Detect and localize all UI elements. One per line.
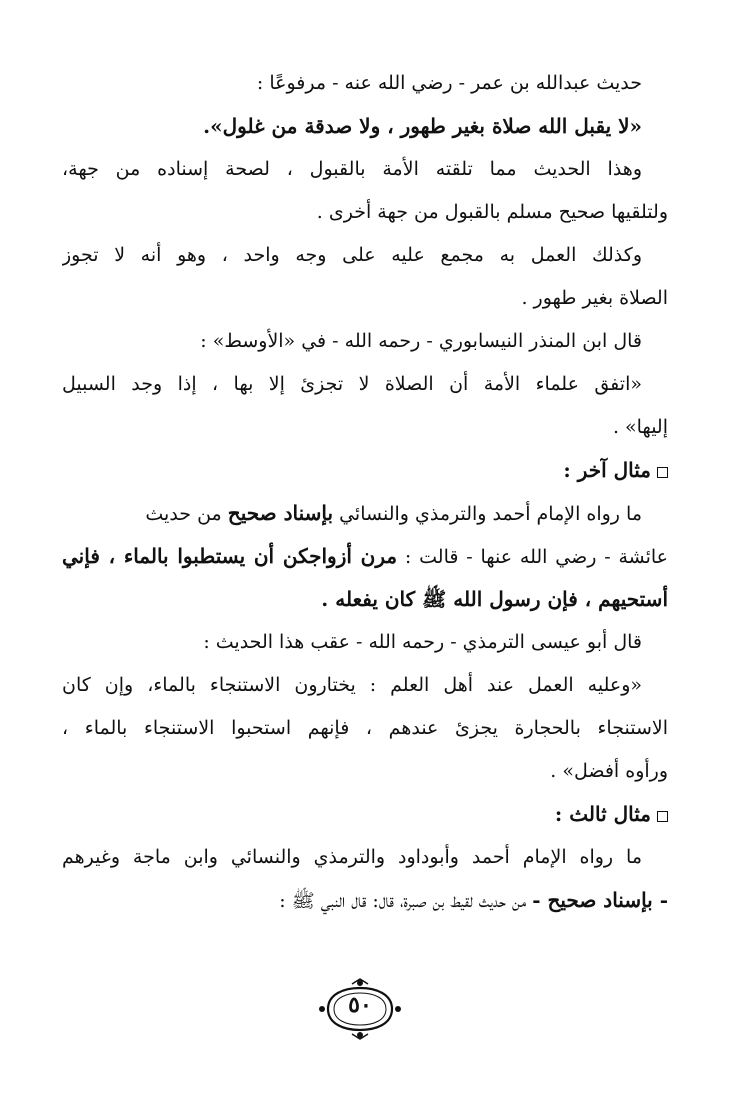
quote-line: «اتفق علماء الأمة أن الصلاة لا تجزئ إلا بها ، إذا وجد السبيل (62, 373, 642, 395)
text-line (62, 535, 668, 578)
quote-line: إليها» . (612, 416, 668, 438)
text-line: الصلاة بغير طهور . (521, 287, 668, 309)
quote-line: «وعليه العمل عند أهل العلم : يختارون الاستنجاء بالماء، وإن كان (62, 674, 642, 696)
page-number: ٥٠ (348, 992, 372, 1018)
section-heading: مثال ثالث : (62, 793, 668, 836)
text-line: قال ابن المنذر النيسابوري - رحمه الله - في «الأوسط» : (200, 330, 642, 352)
text-line (62, 492, 668, 535)
text-line: قال أبو عيسى الترمذي - رحمه الله - عقب هذا الحديث : (203, 631, 642, 653)
narrators: ما رواه الإمام أحمد والترمذي والنسائي (339, 503, 642, 525)
section-heading: مثال آخر : (62, 449, 668, 492)
text-line: ما رواه الإمام أحمد وأبوداود والترمذي والنسائي وابن ماجة وغيرهم (62, 846, 642, 868)
text-line: ولتلقيها صحيح مسلم بالقبول من جهة أخرى . (316, 201, 668, 223)
text-line: وهذا الحديث مما تلقته الأمة بالقبول ، لصحة إسناده من جهة، (62, 158, 642, 180)
text-line: وكذلك العمل به مجمع عليه على وجه واحد ، وهو أنه لا تجوز (62, 244, 642, 266)
quote-line: الاستنجاء بالحجارة يجزئ عندهم ، فإنهم استحبوا الاستنجاء بالماء ، (62, 717, 668, 739)
square-bullet-icon (657, 811, 668, 822)
hadith-quote: مرن أزواجكن أن يستطبوا بالماء ، فإني (62, 544, 398, 568)
text-line: حديث عبدالله بن عمر - رضي الله عنه - مرفوعًا : (256, 72, 642, 94)
isnad-bold: بإسناد صحيح (227, 501, 334, 525)
hadith-quote: أستحيهم ، فإن رسول الله ﷺ كان يفعله . (321, 587, 668, 611)
text-line (62, 879, 668, 922)
square-bullet-icon (657, 467, 668, 478)
hadith-quote: «لا يقبل الله صلاة بغير طهور ، ولا صدقة من غلول». (203, 114, 642, 138)
quote-line: ورأوه أفضل» . (550, 760, 668, 782)
page-number-ornament (314, 978, 406, 1040)
text-fragment: عائشة - رضي الله عنها - قالت : (404, 546, 668, 568)
text-fragment: من حديث لقيط بن صبرة، قال: قال النبي ﷺ : (279, 890, 527, 912)
page-body (62, 62, 668, 922)
isnad-bold: - بإسناد صحيح - (532, 888, 668, 912)
text-fragment: من حديث (145, 503, 222, 525)
